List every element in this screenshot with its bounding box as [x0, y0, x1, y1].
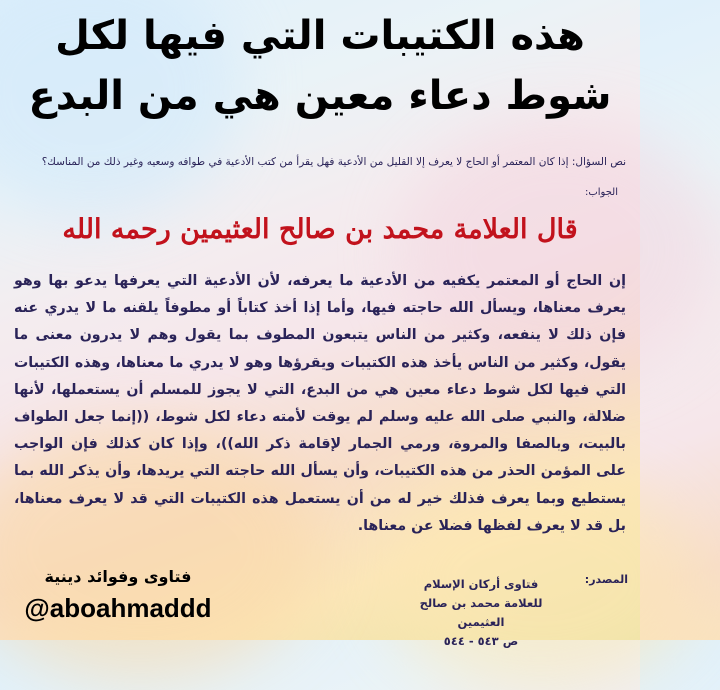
source-label: المصدر: — [584, 573, 628, 586]
question-body: إذا كان المعتمر أو الحاج لا يعرف إلا القليل من الأدعية فهل يقرأ من كتب الأدعية في طوافه وسعيه وغير ذلك من المناسك؟ — [41, 156, 569, 168]
brand-signature — [18, 566, 218, 624]
brand-name: فتاوى وفوائد دينية — [44, 567, 192, 586]
source-pages: ص ٥٤٣ - ٥٤٤ — [443, 634, 519, 648]
title-line-1: هذه الكتيبات التي فيها لكل — [55, 13, 585, 59]
question-label: نص السؤال: — [571, 156, 626, 168]
brand-handle: @aboahmaddd — [24, 593, 212, 623]
source-author: للعلامة محمد بن صالح العثيمين — [419, 596, 543, 629]
title-line-2: شوط دعاء معين هي من البدع — [28, 73, 612, 119]
answer-text: إن الحاج أو المعتمر يكفيه من الأدعية ما يعرفه، لأن الأدعية التي يعرفها يدعو بها وهو يعرف معناها، ويسأل الله حاجته فيها، وأما إذا أخذ كتاباً أو مطوفاً يلقنه ما لا يدري عنه فإن ذلك لا ينفعه، وكثير من الناس يتبعون المطوف بما يقول وهم لا يدرون معنى ما يقول، وكثير من الناس يأخذ هذه الكتيبات ويقرؤها وهو لا يدري ما معناها، وهذه الكتيبات التي فيها لكل شوط دعاء معين هي من البدع، التي لا يجوز للمسلم أن يستعملها، لأنها ضلالة، والنبي صلى الله عليه وسلم لم يوقت لأمته دعاء لكل شوط، ((إنما جعل الطواف بالبيت، وبالصفا والمروة، ورمي الجمار لإقامة ذكر الله))، وإذا كان كذلك فإن الواجب على المؤمن الحذر من هذه الكتيبات، وأن يسأل الله حاجته التي يريدها، وأن يذكر الله بما يستطيع وبما يعرف فذلك خير له من أن يستعمل هذه الكتيبات التي قد لا يعرف معناها، بل قد لا يعرف لفظها فضلا عن معناها. — [14, 273, 626, 534]
scholar-heading: قال العلامة محمد بن صالح العثيمين رحمه الله — [62, 214, 578, 245]
page-title — [10, 6, 630, 126]
question-text — [40, 154, 626, 170]
answer-label: الجواب: — [584, 187, 618, 198]
source-book: فتاوى أركان الإسلام — [423, 577, 539, 591]
source-details — [396, 575, 566, 651]
